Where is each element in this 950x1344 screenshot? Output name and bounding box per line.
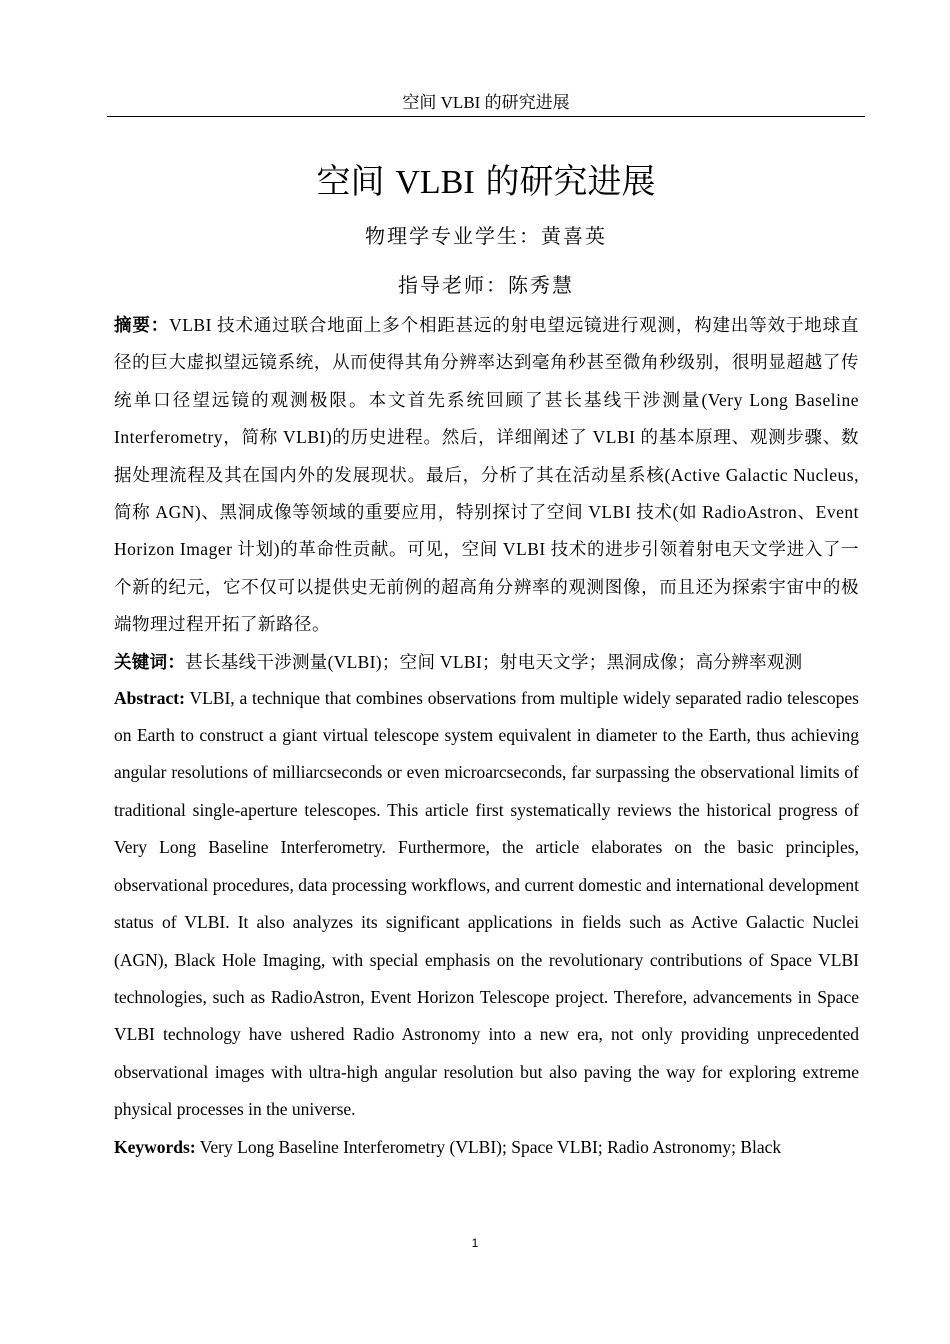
running-header: 空间 VLBI 的研究进展 bbox=[107, 92, 865, 117]
keywords-zh-label: 关键词： bbox=[114, 651, 186, 672]
keywords-zh-text: 甚长基线干涉测量(VLBI)；空间 VLBI；射电天文学；黑洞成像；高分辨率观测 bbox=[185, 651, 803, 672]
title-latin: VLBI bbox=[395, 164, 475, 201]
paper-title bbox=[107, 160, 865, 205]
abstract-en bbox=[114, 680, 859, 1129]
abstract-zh-label: 摘要： bbox=[114, 315, 170, 335]
abstract-zh bbox=[114, 307, 859, 644]
advisor-line: 指导老师：陈秀慧 bbox=[398, 275, 574, 297]
abstract-en-label: Abstract: bbox=[114, 687, 185, 708]
keywords-en-text: Very Long Baseline Interferometry (VLBI); Space VLBI; Radio Astronomy; Black bbox=[199, 1136, 782, 1157]
author-line: 物理学专业学生：黄喜英 bbox=[365, 226, 607, 248]
keywords-en bbox=[114, 1129, 859, 1165]
keywords-zh bbox=[114, 644, 859, 680]
paper-body bbox=[114, 307, 859, 1165]
abstract-zh-text: VLBI 技术通过联合地面上多个相距甚远的射电望远镜进行观测，构建出等效于地球直径的巨大虚拟望远镜系统，从而使得其角分辨率达到毫角秒甚至微角秒级别，很明显超越了传统单口径望远镜的观测极限。本文首先系统回顾了甚长基线干涉测量(Very Long Baseline Interferometry，简称 VLBI)的历史进程。然后，详细阐述了 VLBI 的基本原理、观测步骤、数据处理流程及其在国内外的发展现状。最后，分析了其在活动星系核(Active Galactic Nucleus, 简称 AGN)、黑洞成像等领域的重要应用，特别探讨了空间 VLBI 技术(如 RadioAstron、Event Horizon Imager 计划)的革命性贡献。可见，空间 VLBI 技术的进步引领着射电天文学进入了一个新的纪元，它不仅可以提供史无前例的超高角分辨率的观测图像，而且还为探索宇宙中的极端物理过程开拓了新路径。 bbox=[114, 315, 860, 635]
abstract-en-text: VLBI, a technique that combines observations from multiple widely separated radio telescopes on Earth to construct a giant virtual telescope system equivalent in diameter to the Earth, thus achieving angular resolutions of milliarcseconds or even microarcseconds, far surpassing the observational limits of traditional single-aperture telescopes. This article first systematically reviews the historical progress of Very Long Baseline Interferometry. Furthermore, the article elaborates on the basic principles, observational procedures, data processing workflows, and current domestic and international development status of VLBI. It also analyzes its significant applications in fields such as Active Galactic Nuclei (AGN), Black Hole Imaging, with special emphasis on the revolutionary contributions of Space VLBI technologies, such as RadioAstron, Event Horizon Telescope project. Therefore, advancements in Space VLBI technology have ushered Radio Astronomy into a new era, not only providing unprecedented observational images with ultra-high angular resolution but also paving the way for exploring extreme physical processes in the universe. bbox=[114, 687, 859, 1120]
title-zh-part2: 的研究进展 bbox=[485, 162, 656, 202]
keywords-en-label: Keywords: bbox=[114, 1136, 196, 1157]
title-zh-part1: 空间 bbox=[316, 162, 385, 202]
page-number: 1 bbox=[471, 1236, 479, 1250]
